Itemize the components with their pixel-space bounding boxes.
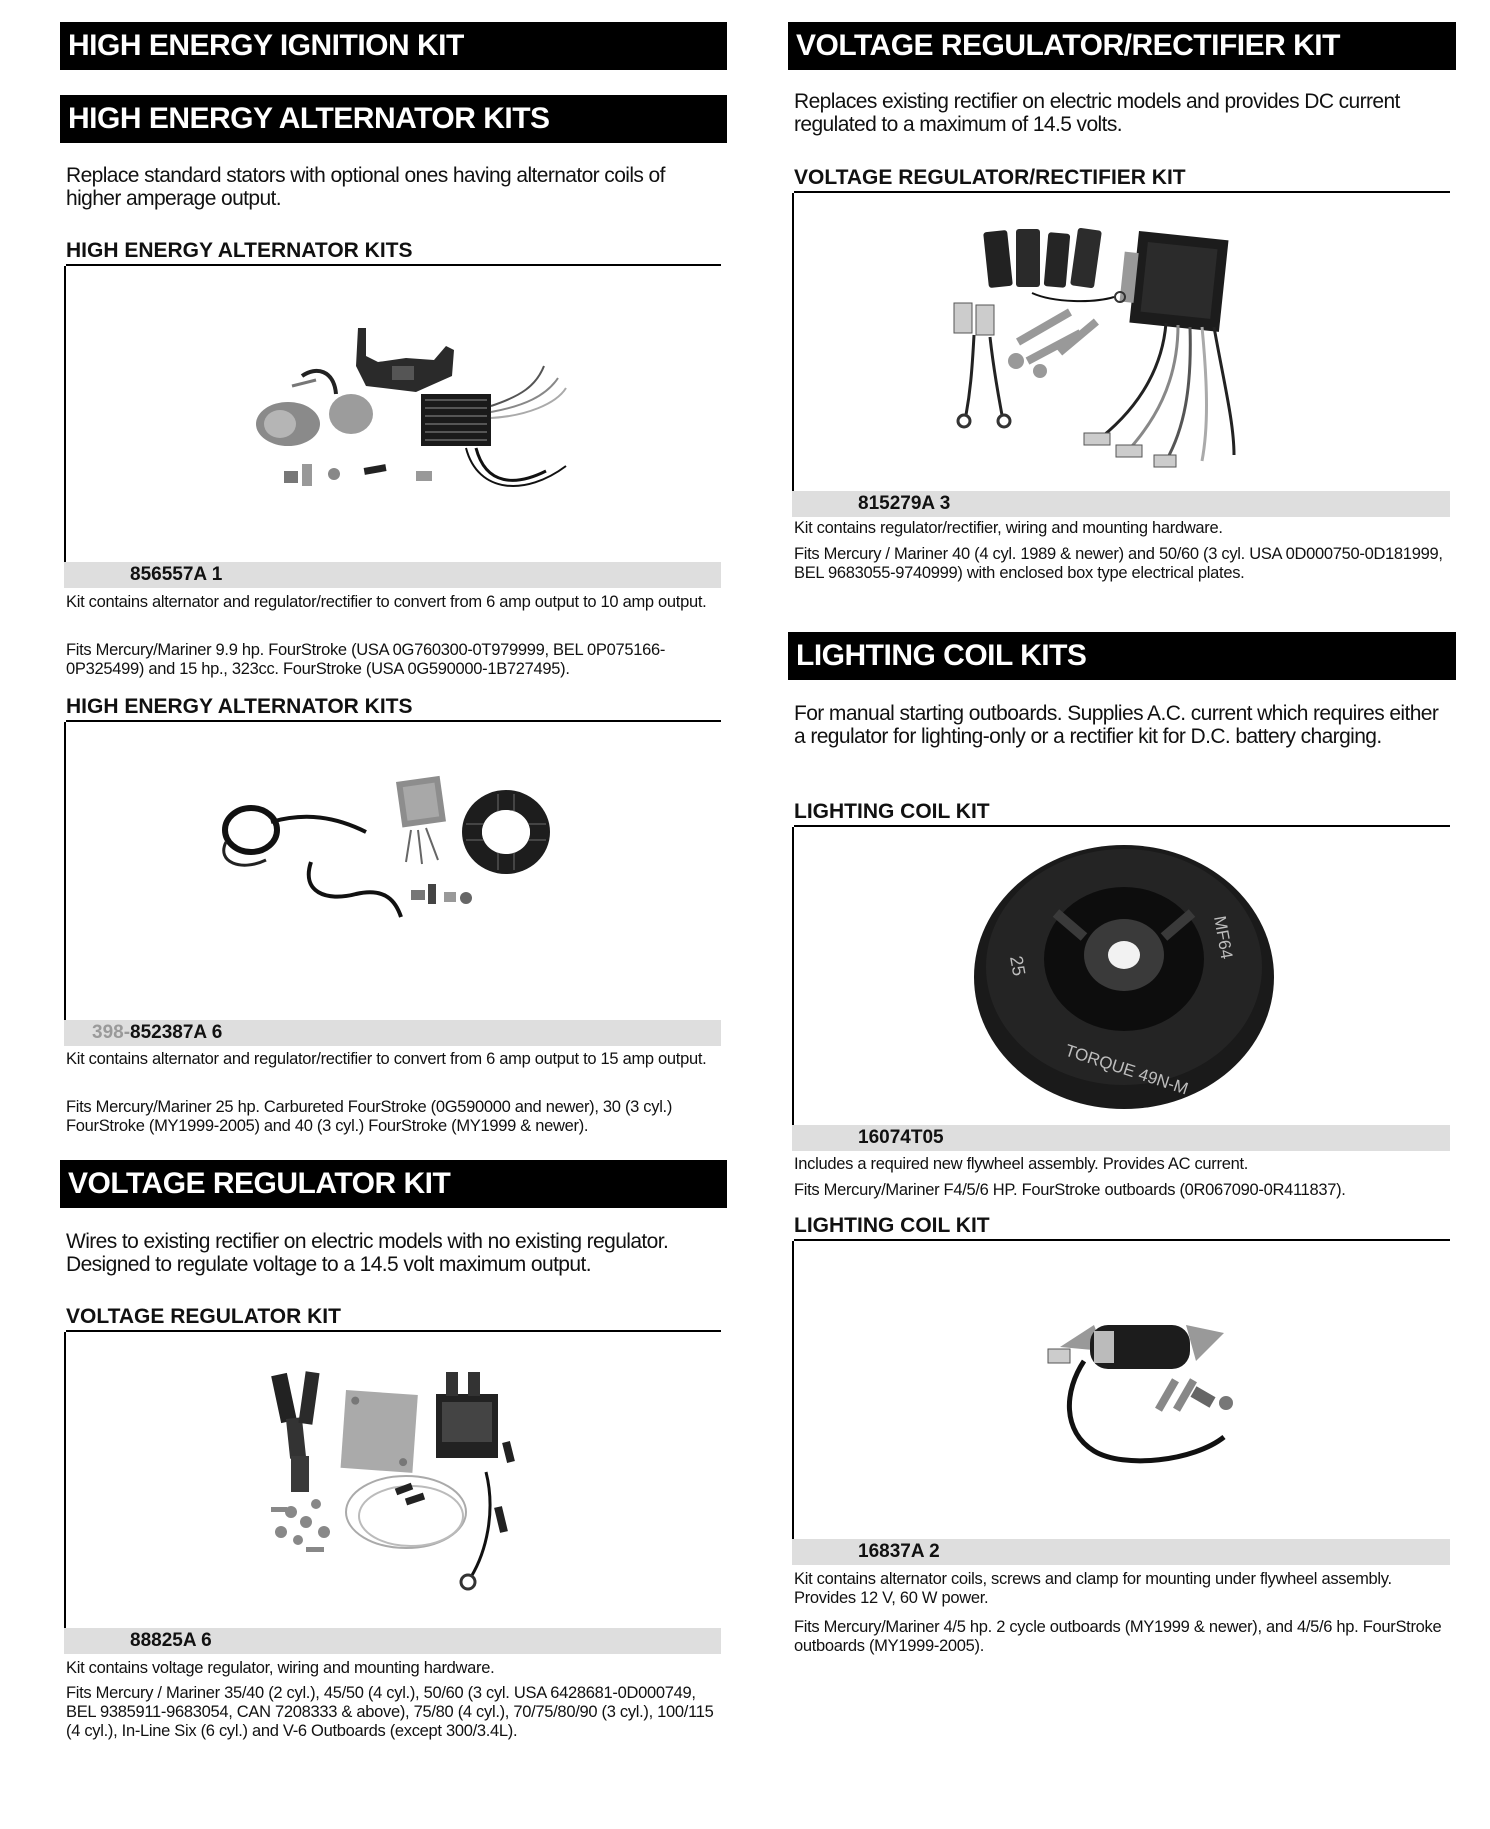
- vrr-kit-image: [792, 193, 1450, 491]
- alt-kit1-photo: [66, 266, 723, 562]
- alt-kit1-heading: HIGH ENERGY ALTERNATOR KITS: [66, 238, 721, 266]
- alt-kit1-image: [64, 266, 721, 562]
- vrr-kit-photo: [794, 193, 1452, 491]
- flywheel-stamp-model: MF64: [1210, 914, 1237, 961]
- vr-kit-contents: Kit contains voltage regulator, wiring and mounting hardware.: [66, 1659, 495, 1677]
- voltage-regulator-intro: Wires to existing rectifier on electric models with no existing regulator. Designed to regulate voltage to a 14.5 volt maximum output.: [66, 1230, 669, 1276]
- alt-kit2-part-prefix: 398-: [92, 1022, 131, 1043]
- alt-kit2-heading: HIGH ENERGY ALTERNATOR KITS: [66, 694, 721, 722]
- lighting-coil-intro: For manual starting outboards. Supplies A.C. current which requires either a regulator for lighting-only or a rectifier kit for D.C. battery charging.: [794, 702, 1439, 748]
- lc-kit1-image: [792, 827, 1450, 1125]
- alt-kit1-fitment: Fits Mercury/Mariner 9.9 hp. FourStroke (USA 0G760300-0T979999, BEL 0P075166-0P325499) and 15 hp., 323cc. FourStroke (USA 0G590000-1B727495).: [66, 641, 666, 678]
- section-bar-alternator: HIGH ENERGY ALTERNATOR KITS: [60, 95, 727, 143]
- vrr-kit-fitment: Fits Mercury / Mariner 40 (4 cyl. 1989 & newer) and 50/60 (3 cyl. USA 0D000750-0D181999, BEL 9683055-9740999) with enclosed box type electrical plates.: [794, 545, 1443, 582]
- lc-kit1-part-number: 16074T05: [792, 1125, 1450, 1151]
- lc-kit1-fitment: Fits Mercury/Mariner F4/5/6 HP. FourStroke outboards (0R067090-0R411837).: [794, 1181, 1346, 1199]
- vrr-kit-heading: VOLTAGE REGULATOR/RECTIFIER KIT: [794, 165, 1450, 193]
- vr-kit-photo: [66, 1332, 723, 1628]
- vr-kit-heading: VOLTAGE REGULATOR KIT: [66, 1304, 721, 1332]
- lc-kit2-heading: LIGHTING COIL KIT: [794, 1213, 1450, 1241]
- section-bar-voltage-regulator: VOLTAGE REGULATOR KIT: [60, 1160, 727, 1208]
- alt-kit2-photo: [66, 722, 723, 1020]
- lc-kit2-image: [792, 1241, 1450, 1539]
- vr-kit-part-number: 88825A 6: [64, 1628, 721, 1654]
- alt-kit2-contents: Kit contains alternator and regulator/rectifier to convert from 6 amp output to 15 amp output.: [66, 1050, 707, 1068]
- lc-kit2-part-number: 16837A 2: [792, 1539, 1450, 1565]
- section-bar-regulator-rectifier: VOLTAGE REGULATOR/RECTIFIER KIT: [788, 22, 1456, 70]
- lc-kit1-contents: Includes a required new flywheel assembly. Provides AC current.: [794, 1155, 1249, 1173]
- alt-kit2-part-number: [64, 1020, 721, 1046]
- alt-kit2-image: [64, 722, 721, 1020]
- lc-kit2-photo: [794, 1241, 1452, 1539]
- lc-kit1-photo: [794, 827, 1452, 1125]
- lc-kit1-heading: LIGHTING COIL KIT: [794, 799, 1450, 827]
- vrr-kit-contents: Kit contains regulator/rectifier, wiring and mounting hardware.: [794, 519, 1223, 537]
- vrr-kit-part-number: 815279A 3: [792, 491, 1450, 517]
- alt-kit1-part-number: 856557A 1: [64, 562, 721, 588]
- alt-kit2-part-main: 852387A 6: [130, 1022, 223, 1043]
- alt-kit2-fitment: Fits Mercury/Mariner 25 hp. Carbureted FourStroke (0G590000 and newer), 30 (3 cyl.) FourStroke (MY1999-2005) and 40 (3 cyl.) FourStroke (MY1999 & newer).: [66, 1098, 673, 1135]
- flywheel-stamp-torque: TORQUE 49N-M: [1062, 1040, 1191, 1099]
- flywheel-stamp-25: 25: [1006, 954, 1030, 978]
- alternator-intro: Replace standard stators with optional ones having alternator coils of higher amperage output.: [66, 164, 665, 210]
- section-bar-ignition: HIGH ENERGY IGNITION KIT: [60, 22, 727, 70]
- vr-kit-image: [64, 1332, 721, 1628]
- alt-kit1-contents: Kit contains alternator and regulator/rectifier to convert from 6 amp output to 10 amp output.: [66, 593, 707, 611]
- section-bar-lighting-coil: LIGHTING COIL KITS: [788, 632, 1456, 680]
- lc-kit2-fitment: Fits Mercury/Mariner 4/5 hp. 2 cycle outboards (MY1999 & newer), and 4/5/6 hp. FourStroke outboards (MY1999-2005).: [794, 1618, 1442, 1655]
- vr-kit-fitment: Fits Mercury / Mariner 35/40 (2 cyl.), 45/50 (4 cyl.), 50/60 (3 cyl. USA 6428681-0D000749, BEL 9385911-9683054, CAN 7208333 & above), 75/80 (4 cyl.), 70/75/80/90 (3 cyl.), 100/115 (4 cyl.), In-Line Six (6 cyl.) and V-6 Outboards (except 300/3.4L).: [66, 1684, 714, 1740]
- lc-kit2-contents: Kit contains alternator coils, screws and clamp for mounting under flywheel assembly. Provides 12 V, 60 W power.: [794, 1570, 1392, 1607]
- regulator-rectifier-intro: Replaces existing rectifier on electric models and provides DC current regulated to a maximum of 14.5 volts.: [794, 90, 1400, 136]
